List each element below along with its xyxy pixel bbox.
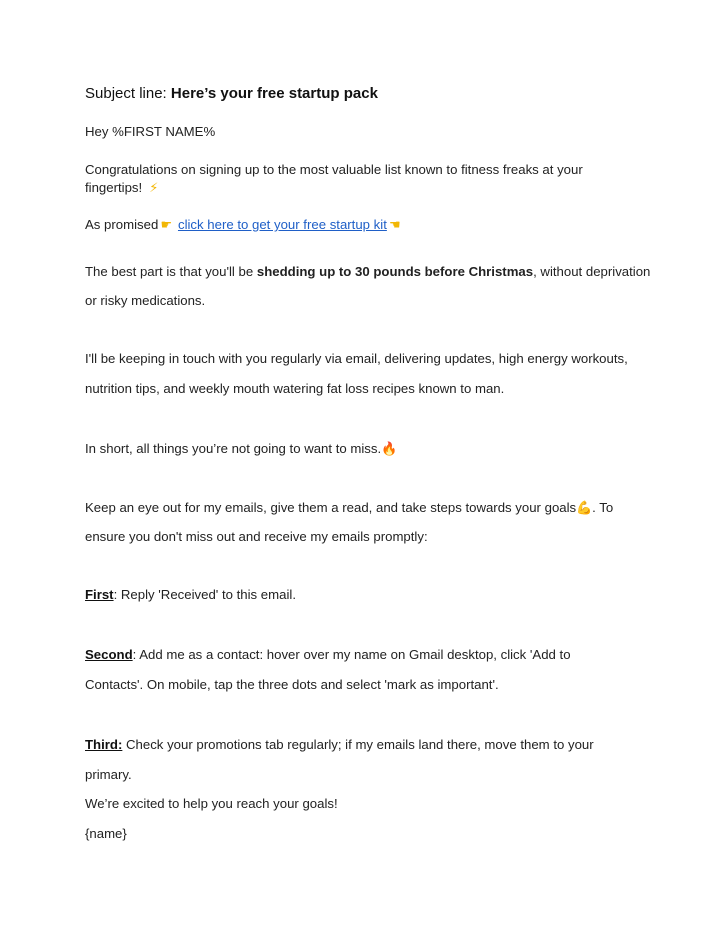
step-second-line-1	[85, 646, 571, 664]
subject-text: Here’s your free startup pack	[170, 85, 378, 102]
point-right-icon: ☛	[160, 218, 173, 233]
step-third-line-1	[85, 736, 594, 754]
eye-text-a: Keep an eye out for my emails, give them a read, and take steps towards your goals	[85, 500, 577, 515]
touch-line-1: I'll be keeping in touch with you regularly via email, delivering updates, high energy workouts,	[85, 351, 628, 366]
third-text-1: Check your promotions tab regularly; if my emails land there, move them to your	[122, 737, 594, 752]
third-label: Third:	[85, 737, 123, 752]
best-part-line-2: or risky medications.	[85, 293, 206, 308]
congrats-line-1: Congratulations on signing up to the most valuable list known to fitness freaks at your	[85, 162, 583, 177]
step-second-line-2: Contacts'. On mobile, tap the three dots and select 'mark as important'.	[85, 677, 499, 692]
subject-prefix: Subject line:	[85, 85, 171, 102]
congrats-line-2	[85, 179, 162, 198]
subject-line	[85, 85, 378, 103]
best-part-line-1	[85, 263, 650, 281]
best-part-text-a: The best part is that you'll be	[85, 264, 257, 279]
fire-icon: 🔥	[381, 442, 398, 457]
closing-line: We’re excited to help you reach your goals!	[85, 796, 338, 811]
best-part-text-b: , without deprivation	[533, 264, 651, 279]
startup-kit-link[interactable]: click here to get your free startup kit	[177, 217, 387, 232]
second-text-1: : Add me as a contact: hover over my name on Gmail desktop, click 'Add to	[132, 647, 571, 662]
promised-line	[85, 216, 403, 235]
greeting: Hey %FIRST NAME%	[85, 124, 216, 139]
first-text: : Reply 'Received' to this email.	[113, 587, 296, 602]
promised-text: As promised	[85, 217, 159, 232]
eye-text-b: . To	[592, 500, 614, 515]
short-text: In short, all things you’re not going to want to miss.	[85, 441, 382, 456]
second-label: Second	[85, 647, 133, 662]
flexed-biceps-icon: 💪	[576, 501, 593, 516]
signature: {name}	[85, 826, 127, 841]
first-label: First	[85, 587, 114, 602]
eye-line-1	[85, 499, 613, 518]
short-line	[85, 440, 397, 459]
step-third-line-2: primary.	[85, 767, 132, 782]
step-first	[85, 586, 296, 604]
high-voltage-icon: ⚡	[149, 181, 159, 196]
touch-line-2: nutrition tips, and weekly mouth watering fat loss recipes known to man.	[85, 381, 505, 396]
best-part-bold: shedding up to 30 pounds before Christmas	[256, 264, 534, 279]
congrats-text: fingertips!	[85, 180, 143, 195]
point-left-icon: ☚	[389, 218, 401, 233]
eye-line-2: ensure you don't miss out and receive my emails promptly:	[85, 529, 428, 544]
